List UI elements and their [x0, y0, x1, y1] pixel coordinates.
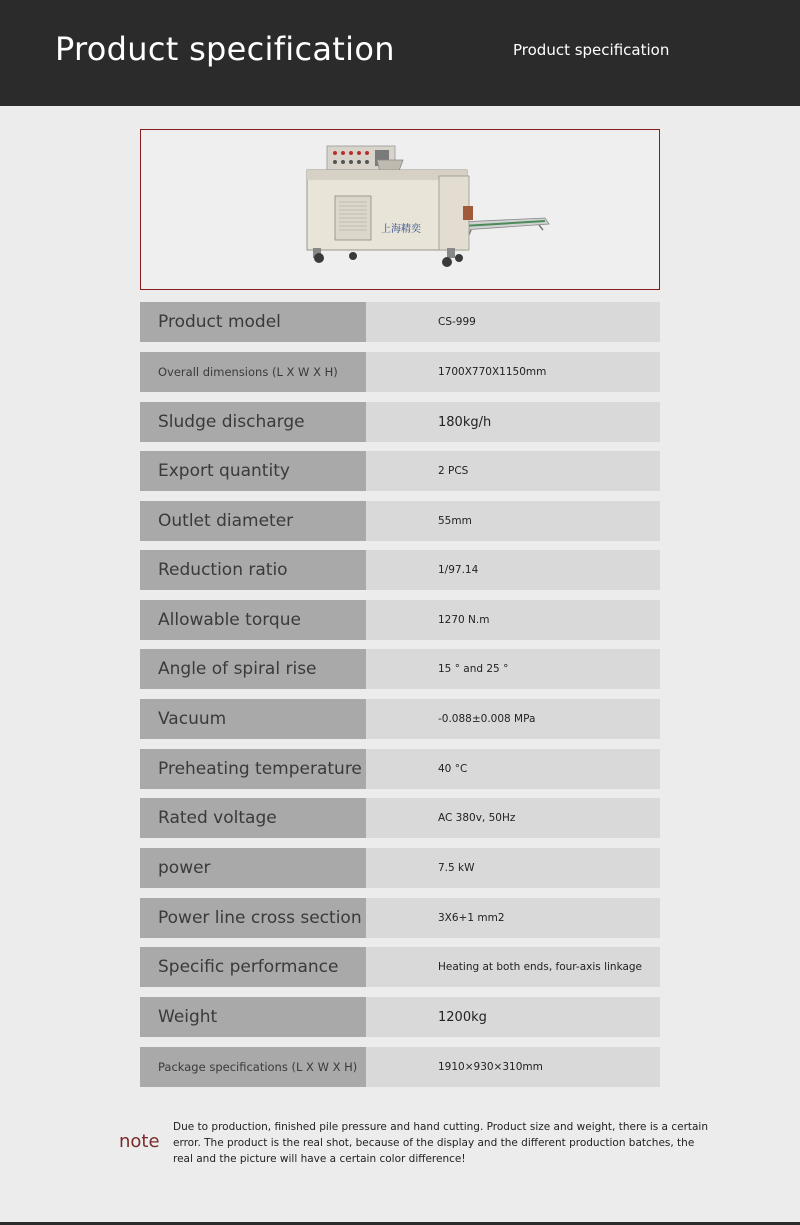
spec-row [140, 1047, 660, 1087]
spec-value: Heating at both ends, four-axis linkage [366, 947, 660, 987]
spec-row [140, 947, 660, 987]
spec-value: 55mm [366, 501, 660, 541]
spec-value: 180kg/h [366, 402, 660, 442]
product-image-frame [140, 129, 660, 290]
note-text: Due to production, finished pile pressure and hand cutting. Product size and weight, there is a certain error. The product is the real shot, because of the display and the different production batches, the real and the picture will have a certain color difference! [173, 1121, 709, 1165]
spec-value: 1700X770X1150mm [366, 352, 660, 392]
spec-row [140, 451, 660, 491]
spec-row [140, 649, 660, 689]
product-brand-text: 上海精奕 [381, 224, 421, 235]
spec-value: 3X6+1 mm2 [366, 898, 660, 938]
spec-label: Weight [140, 997, 366, 1037]
spec-value: CS-999 [366, 302, 660, 342]
spec-label: Package specifications (L X W X H) [140, 1047, 366, 1087]
spec-label: Export quantity [140, 451, 366, 491]
spec-label: Vacuum [140, 699, 366, 739]
spec-label: Preheating temperature [140, 749, 366, 789]
spec-label: Allowable torque [140, 600, 366, 640]
spec-value: 40 °C [366, 749, 660, 789]
spec-row [140, 699, 660, 739]
spec-value: 1200kg [366, 997, 660, 1037]
spec-row [140, 501, 660, 541]
spec-row [140, 550, 660, 590]
spec-label: Rated voltage [140, 798, 366, 838]
spec-value: 15 ° and 25 ° [366, 649, 660, 689]
spec-row [140, 302, 660, 342]
spec-label: Product model [140, 302, 366, 342]
spec-value: -0.088±0.008 MPa [366, 699, 660, 739]
spec-value: 2 PCS [366, 451, 660, 491]
spec-label: Sludge discharge [140, 402, 366, 442]
spec-label: Reduction ratio [140, 550, 366, 590]
spec-value: 7.5 kW [366, 848, 660, 888]
spec-row [140, 848, 660, 888]
spec-value: AC 380v, 50Hz [366, 798, 660, 838]
spec-row [140, 798, 660, 838]
note-label: note [119, 1131, 160, 1152]
spec-row [140, 898, 660, 938]
spec-label: power [140, 848, 366, 888]
spec-row [140, 352, 660, 392]
spec-value: 1910×930×310mm [366, 1047, 660, 1087]
spec-value: 1270 N.m [366, 600, 660, 640]
product-image [141, 130, 659, 289]
spec-row [140, 600, 660, 640]
spec-row [140, 402, 660, 442]
spec-label: Power line cross section [140, 898, 366, 938]
spec-label: Overall dimensions (L X W X H) [140, 352, 366, 392]
spec-label: Specific performance [140, 947, 366, 987]
page-title: Product specification [55, 30, 395, 68]
spec-label: Outlet diameter [140, 501, 366, 541]
page-header [0, 0, 800, 106]
spec-row [140, 749, 660, 789]
spec-value: 1/97.14 [366, 550, 660, 590]
spec-label: Angle of spiral rise [140, 649, 366, 689]
page-subtitle: Product specification [513, 41, 670, 59]
spec-row [140, 997, 660, 1037]
